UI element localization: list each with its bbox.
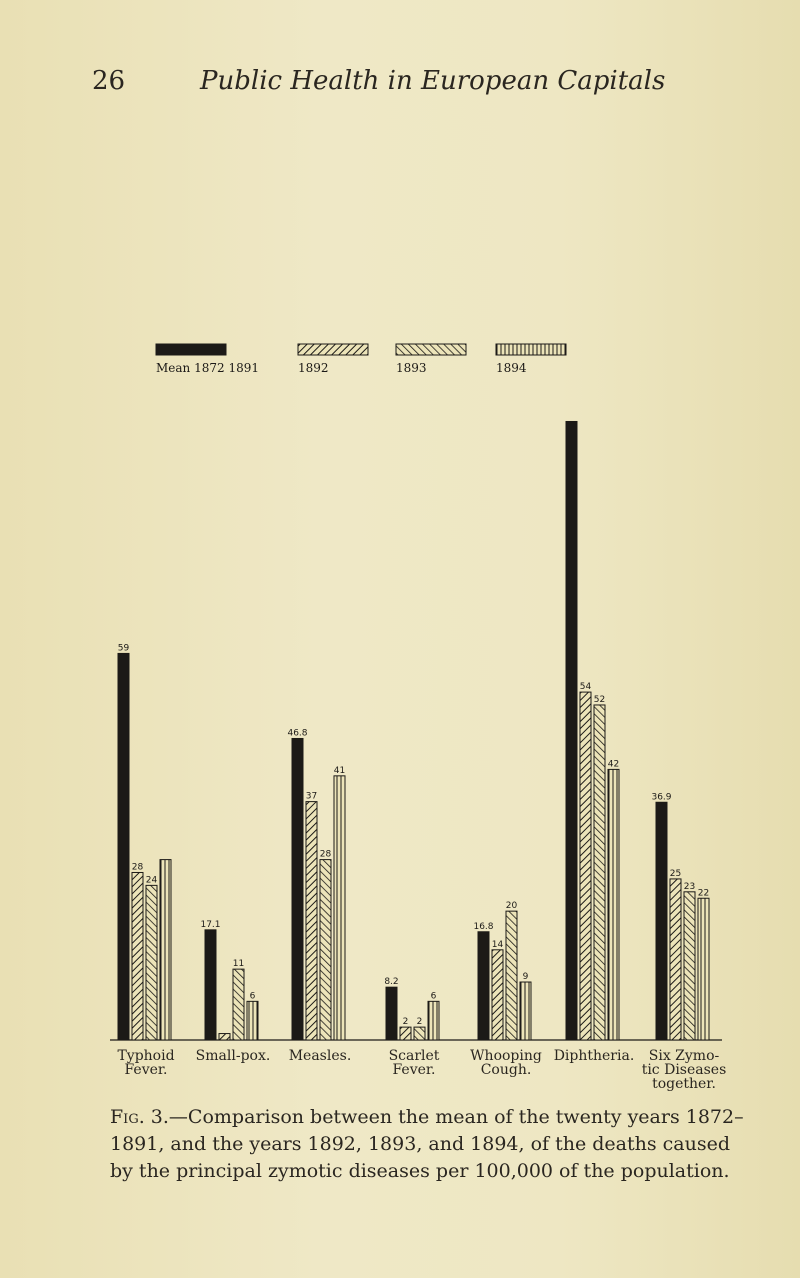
data-label: 11: [232, 959, 245, 970]
category-label: tic Diseases: [641, 1062, 727, 1078]
data-label: 23: [683, 881, 696, 892]
bar-1-cat-4: [386, 987, 397, 1040]
bar-4-cat-2: [247, 1001, 258, 1040]
data-label: 24: [145, 875, 158, 886]
category-label: Measles.: [288, 1048, 352, 1064]
legend-swatch-2: [298, 344, 368, 355]
bar-2-cat-4: [400, 1027, 411, 1040]
bar-3-cat-4: [414, 1027, 425, 1040]
category-label: Typhoid: [117, 1048, 175, 1064]
legend-label-1: Mean 1872 1891: [156, 361, 259, 375]
data-label: 41: [333, 765, 346, 776]
bar-4-cat-1: [160, 860, 171, 1040]
bar-3-cat-7: [684, 892, 695, 1040]
category-label: Small-pox.: [195, 1048, 271, 1064]
plot-area: [110, 344, 726, 1092]
bar-3-cat-3: [320, 860, 331, 1040]
data-label: 46.8: [287, 728, 308, 739]
bar-1-cat-3: [292, 738, 303, 1040]
bar-1-cat-6: [566, 421, 577, 1040]
data-label: 8.2: [384, 977, 399, 988]
bar-2-cat-2: [219, 1034, 230, 1040]
legend-label-2: 1892: [298, 361, 329, 375]
data-label: 16.8: [473, 921, 494, 932]
data-label: 22: [697, 888, 710, 899]
figure-label: Fig. 3.: [110, 1106, 169, 1128]
data-label: 28: [319, 849, 332, 860]
bar-2-cat-1: [132, 872, 143, 1040]
category-label: Six Zymo-: [648, 1048, 720, 1064]
category-label: Scarlet: [388, 1048, 440, 1064]
data-label: 52: [593, 694, 606, 705]
bar-4-cat-3: [334, 776, 345, 1040]
bar-4-cat-6: [608, 769, 619, 1040]
bar-1-cat-1: [118, 653, 129, 1040]
bar-1-cat-7: [656, 802, 667, 1040]
legend-swatch-4: [496, 344, 566, 355]
bar-3-cat-2: [233, 969, 244, 1040]
data-label: 37: [305, 791, 318, 802]
legend-label-4: 1894: [496, 361, 527, 375]
bar-1-cat-2: [205, 930, 216, 1040]
category-label: Fever.: [124, 1062, 168, 1078]
figure-caption-text: —Comparison between the mean of the twenty years 1872–1891, and the years 1892, 1893, and 1894, of the deaths caused by the principal zymotic diseases per 100,000 of the population.: [110, 1106, 744, 1182]
running-title: Public Health in European Capitals: [200, 66, 666, 96]
legend-swatch-3: [396, 344, 466, 355]
data-label: 6: [249, 991, 256, 1002]
data-label: 14: [491, 939, 504, 950]
data-label: 17.1: [200, 919, 221, 930]
bar-2-cat-7: [670, 879, 681, 1040]
bar-2-cat-6: [580, 692, 591, 1040]
bar-3-cat-6: [594, 705, 605, 1040]
bar-3-cat-1: [146, 885, 157, 1040]
bar-2-cat-3: [306, 802, 317, 1040]
category-label: Cough.: [480, 1062, 532, 1078]
data-label: 20: [505, 901, 518, 912]
bar-1-cat-5: [478, 932, 489, 1040]
page-number: 26: [92, 66, 126, 96]
legend-swatch-1: [156, 344, 226, 355]
bar-3-cat-5: [506, 911, 517, 1040]
bar-2-cat-5: [492, 950, 503, 1040]
bar-4-cat-4: [428, 1001, 439, 1040]
data-label: 25: [669, 868, 682, 879]
bar-4-cat-5: [520, 982, 531, 1040]
data-label: 2: [416, 1017, 423, 1028]
category-label: together.: [652, 1076, 716, 1092]
legend-label-3: 1893: [396, 361, 427, 375]
data-label: 54: [579, 682, 592, 693]
category-label: Whooping: [470, 1048, 542, 1064]
data-label: 2: [402, 1017, 409, 1028]
data-label: 9: [522, 972, 529, 983]
data-label: 36.9: [651, 792, 672, 803]
bar-4-cat-7: [698, 898, 709, 1040]
figure-caption: [110, 1104, 750, 1185]
data-label: 42: [607, 759, 620, 770]
data-label: 28: [131, 862, 144, 873]
data-label: 6: [430, 991, 437, 1002]
data-label: 59: [117, 643, 130, 654]
category-label: Fever.: [392, 1062, 436, 1078]
category-label: Diphtheria.: [553, 1048, 635, 1064]
